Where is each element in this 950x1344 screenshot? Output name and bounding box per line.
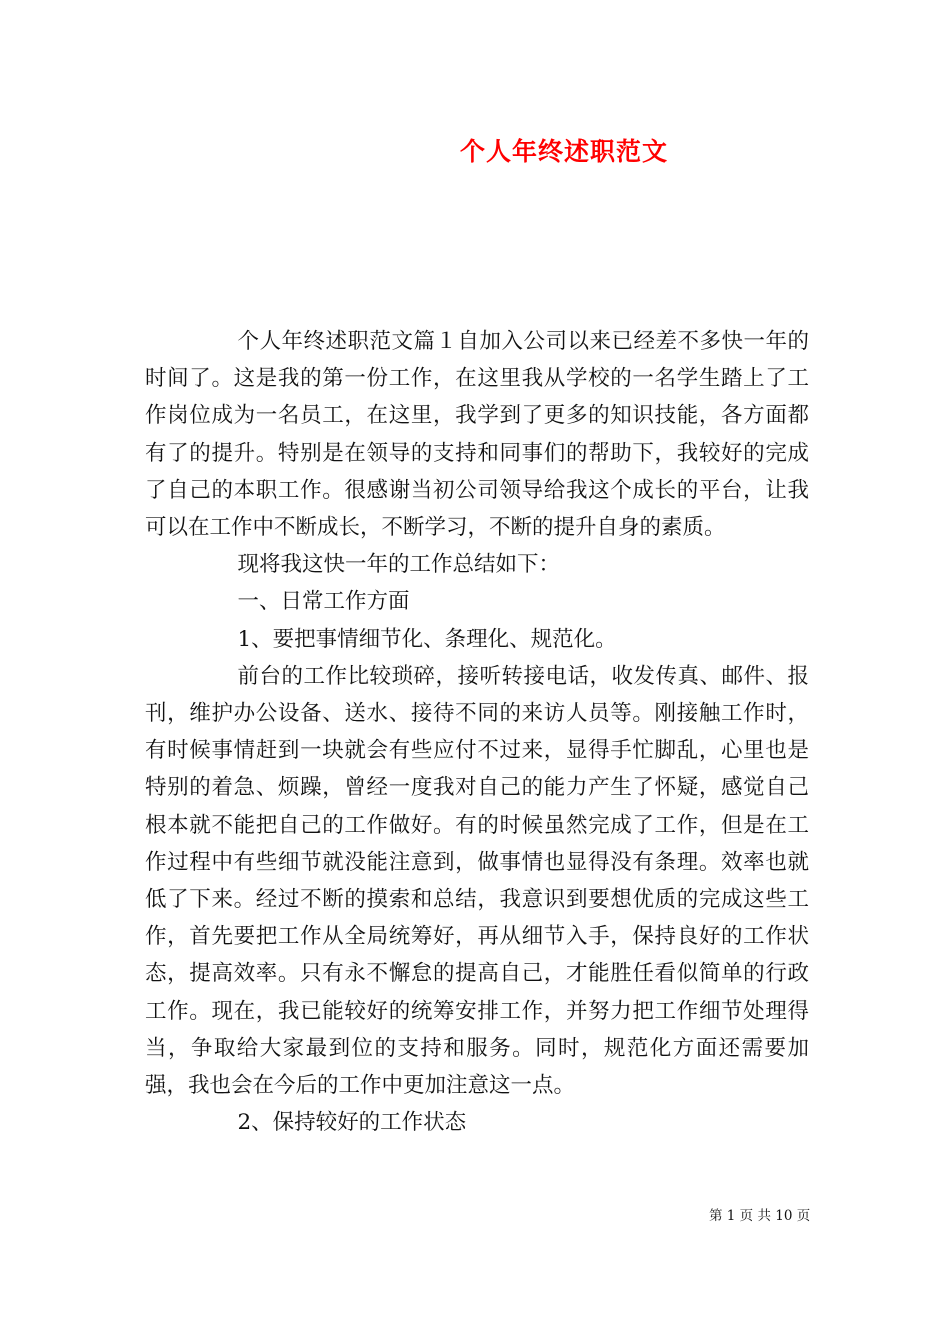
paragraph-summary-lead: 现将我这快一年的工作总结如下：: [237, 552, 560, 578]
subheading-detail: 1、要把事情细节化、条理化、规范化。: [237, 626, 617, 652]
paragraph-reception-work: 前台的工作比较琐碎，接听转接电话，收发传真、邮件、报刊，维护办公设备、送水、接待不同的来访人员等。刚接触工作时，有时候事情赶到一块就会有些应付不过来，显得手忙脚乱，心里也是特别的着急、烦躁，曾经一度我对自己的能力产生了怀疑，感觉自己根本就不能把自己的工作做好。有的时候虽然完成了工作，但是在工作过程中有些细节就没能注意到，做事情也显得没有条理。效率也就低了下来。经过不断的摸索和总结，我意识到要想优质的完成这些工作，首先要把工作从全局统筹好，再从细节入手，保持良好的工作状态，提高效率。只有永不懈怠的提高自己，才能胜任看似简单的行政工作。现在，我已能较好的统筹安排工作，并努力把工作细节处理得当，争取给大家最到位的支持和服务。同时，规范化方面还需要加强，我也会在今后的工作中更加注意这一点。: [145, 663, 809, 1099]
section-heading-daily-work: 一、日常工作方面: [237, 589, 410, 615]
document-title: 个人年终述职范文: [459, 137, 668, 166]
document-body: [145, 323, 809, 1141]
subheading-work-state: 2、保持较好的工作状态: [237, 1110, 467, 1136]
page-number: 第 1 页 共 10 页: [709, 1208, 811, 1224]
paragraph-intro: 个人年终述职范文篇１自加入公司以来已经差不多快一年的时间了。这是我的第一份工作，在这里我从学校的一名学生踏上了工作岗位成为一名员工，在这里，我学到了更多的知识技能，各方面都有了的提升。特别是在领导的支持和同事们的帮助下，我较好的完成了自己的本职工作。很感谢当初公司领导给我这个成长的平台，让我可以在工作中不断成长，不断学习，不断的提升自身的素质。: [145, 329, 809, 541]
